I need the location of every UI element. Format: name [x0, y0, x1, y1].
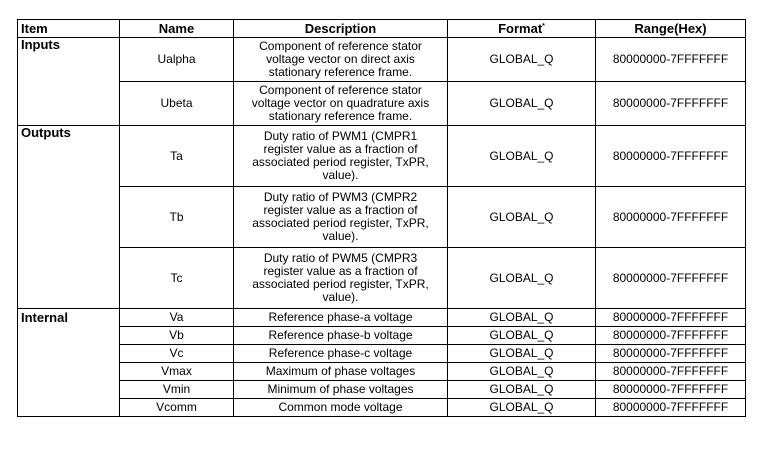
row-range: 80000000-7FFFFFFF [596, 363, 746, 381]
row-name: Ta [120, 126, 234, 187]
header-name: Name [120, 20, 234, 38]
header-format [448, 20, 596, 38]
table-row [18, 363, 746, 381]
row-description: Duty ratio of PWM3 (CMPR2 register value as a fraction of associated period register, TxPR, value). [234, 187, 448, 248]
group-outputs: Outputs [18, 126, 120, 309]
table-row [18, 309, 746, 327]
row-format: GLOBAL_Q [448, 38, 596, 82]
row-description: Reference phase-a voltage [234, 309, 448, 327]
table-row [18, 327, 746, 345]
row-description: Component of reference stator voltage vector on quadrature axis stationary reference frame. [234, 82, 448, 126]
table-row [18, 248, 746, 309]
row-description: Duty ratio of PWM5 (CMPR3 register value as a fraction of associated period register, TxPR, value). [234, 248, 448, 309]
row-name: Tb [120, 187, 234, 248]
table-row [18, 345, 746, 363]
row-name: Vmin [120, 381, 234, 399]
footnote-mark: * [542, 23, 545, 30]
row-range: 80000000-7FFFFFFF [596, 38, 746, 82]
row-description: Minimum of phase voltages [234, 381, 448, 399]
row-range: 80000000-7FFFFFFF [596, 309, 746, 327]
row-description: Reference phase-b voltage [234, 327, 448, 345]
row-description: Duty ratio of PWM1 (CMPR1 register value as a fraction of associated period register, TxPR, value). [234, 126, 448, 187]
row-name: Ualpha [120, 38, 234, 82]
group-inputs: Inputs [18, 38, 120, 126]
row-description: Reference phase-c voltage [234, 345, 448, 363]
row-name: Tc [120, 248, 234, 309]
row-range: 80000000-7FFFFFFF [596, 187, 746, 248]
header-range: Range(Hex) [596, 20, 746, 38]
row-range: 80000000-7FFFFFFF [596, 381, 746, 399]
table-row [18, 399, 746, 417]
row-description: Common mode voltage [234, 399, 448, 417]
row-format: GLOBAL_Q [448, 187, 596, 248]
variables-table [17, 19, 746, 417]
row-description: Component of reference stator voltage vector on direct axis stationary reference frame. [234, 38, 448, 82]
row-name: Va [120, 309, 234, 327]
row-name: Vc [120, 345, 234, 363]
row-format: GLOBAL_Q [448, 399, 596, 417]
table-row [18, 38, 746, 82]
table-row [18, 187, 746, 248]
group-internal: Internal [18, 309, 120, 417]
row-name: Vb [120, 327, 234, 345]
row-format: GLOBAL_Q [448, 309, 596, 327]
table-row [18, 126, 746, 187]
header-row [18, 20, 746, 38]
row-format: GLOBAL_Q [448, 248, 596, 309]
row-range: 80000000-7FFFFFFF [596, 82, 746, 126]
row-range: 80000000-7FFFFFFF [596, 126, 746, 187]
row-range: 80000000-7FFFFFFF [596, 327, 746, 345]
row-description: Maximum of phase voltages [234, 363, 448, 381]
header-format-label: Format [498, 21, 543, 36]
header-item: Item [18, 20, 120, 38]
table-row [18, 381, 746, 399]
row-format: GLOBAL_Q [448, 345, 596, 363]
row-range: 80000000-7FFFFFFF [596, 248, 746, 309]
row-range: 80000000-7FFFFFFF [596, 345, 746, 363]
row-format: GLOBAL_Q [448, 327, 596, 345]
row-name: Vcomm [120, 399, 234, 417]
row-format: GLOBAL_Q [448, 363, 596, 381]
row-range: 80000000-7FFFFFFF [596, 399, 746, 417]
header-description: Description [234, 20, 448, 38]
row-format: GLOBAL_Q [448, 381, 596, 399]
row-name: Ubeta [120, 82, 234, 126]
row-format: GLOBAL_Q [448, 126, 596, 187]
row-format: GLOBAL_Q [448, 82, 596, 126]
table-row [18, 82, 746, 126]
row-name: Vmax [120, 363, 234, 381]
